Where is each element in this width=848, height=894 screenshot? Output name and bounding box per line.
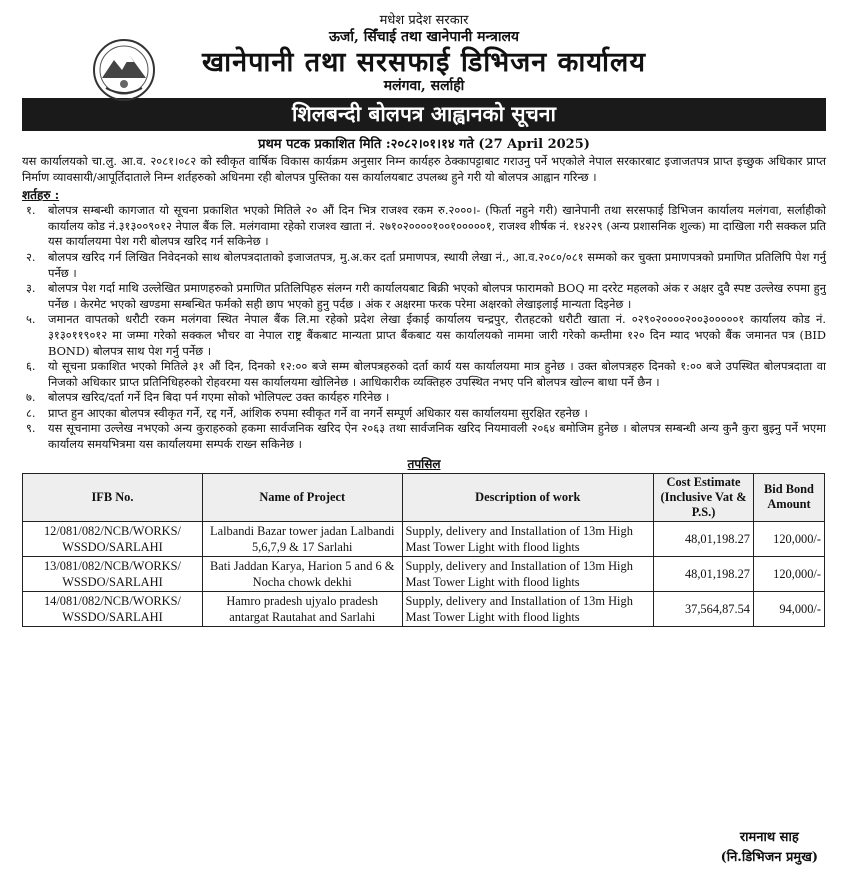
signatory-name: रामनाथ साह	[739, 830, 799, 845]
list-item	[22, 390, 826, 406]
ifb-cell: 12/081/082/NCB/WORKS/ WSSDO/SARLAHI	[23, 521, 203, 556]
table-header-row	[23, 473, 825, 521]
project-cell: Bati Jaddan Karya, Harion 5 and 6 & Nocha chowk dekhi	[202, 556, 402, 591]
list-item	[22, 250, 826, 281]
office-location: मलंगवा, सर्लाही	[383, 78, 465, 95]
intro-paragraph: यस कार्यालयको चा.लु. आ.व. २०८१।०८२ को स्वीकृत वार्षिक विकास कार्यक्रम अनुसार निम्न कार्यहरु ठेक्कापट्टाबाट गराउनु पर्ने भएकोले नेपाल सरकारबाट इजाजतपत्र प्राप्त इच्छुक अधिकार प्राप्त निर्माण व्यावसायी/आपूर्तिदाताले निम्न शर्तहरुको अधिनमा रही बोलपत्र पुस्तिका यस कार्यालयबाट उपलब्ध हुने गरी यो बोलपत्र आह्वान गरिन्छ ।	[22, 154, 826, 184]
description-cell: Supply, delivery and Installation of 13m High Mast Tower Light with flood lights	[402, 556, 654, 591]
list-item	[22, 312, 826, 359]
schedule-heading: तपसिल	[407, 456, 441, 471]
government-name: मधेश प्रदेश सरकार	[379, 13, 469, 28]
signature-block	[721, 828, 818, 868]
condition-number: ५.	[26, 312, 36, 327]
ifb-cell: 14/081/082/NCB/WORKS/ WSSDO/SARLAHI	[23, 591, 203, 626]
bond-cell: 120,000/-	[754, 556, 825, 591]
description-cell: Supply, delivery and Installation of 13m High Mast Tower Light with flood lights	[402, 521, 654, 556]
condition-number: ७.	[26, 390, 36, 405]
condition-text: जमानत वापतको धरौटी रकम मलंगवा स्थित नेपाल बैंक लि.मा रहेको प्रदेश लेखा ईकाई कार्यालय चन्द्रपुर, रौतहटको धरौटी खाता नं. ०२९०२००००२००३०००००१ कार्यालय कोड नं. ३१३०११९०१२ मा जम्मा गरेको सक्कल भौचर वा नेपाल राष्ट्र बैंकबाट मान्यता प्राप्त बैंकबाट यस कार्यालयको नाममा जारी गरेको कम्तीमा १२० दिन म्याद भएको बैंक जमानत पत्र (BID BOND) बोलपत्र साथ पेश गर्नु पर्नेछ ।	[48, 312, 826, 358]
bond-cell: 120,000/-	[754, 521, 825, 556]
list-item	[22, 281, 826, 312]
publish-date: प्रथम पटक प्रकाशित मिति :२०८२।०१।१४ गते (27 April 2025)	[258, 137, 590, 153]
condition-number: १.	[26, 203, 36, 218]
office-name: खानेपानी तथा सरसफाई डिभिजन कार्यालय	[202, 47, 646, 79]
table-row	[23, 521, 825, 556]
table-row	[23, 556, 825, 591]
condition-number: ८.	[26, 405, 36, 420]
project-cell: Hamro pradesh ujyalo pradesh antargat Rautahat and Sarlahi	[202, 591, 402, 626]
ifb-cell: 13/081/082/NCB/WORKS/ WSSDO/SARLAHI	[23, 556, 203, 591]
project-cell: Lalbandi Bazar tower jadan Lalbandi 5,6,7,9 & 17 Sarlahi	[202, 521, 402, 556]
column-header: Description of work	[402, 473, 654, 521]
condition-number: २.	[26, 249, 36, 264]
ministry-name: ऊर्जा, सिँचाई तथा खानेपानी मन्त्रालय	[328, 28, 520, 45]
cost-cell: 37,564,87.54	[654, 591, 754, 626]
condition-text: यो सूचना प्रकाशित भएको मितिले ३१ औं दिन, दिनको १२:०० बजे सम्म बोलपत्रहरुको दर्ता कार्य यस कार्यालयमा मात्र हुनेछ । उक्त बोलपत्रहरु दिनको १:०० बजे उपस्थित बोलपत्रदाता वा निजको अधिकार प्राप्त प्रतिनिधिहरुको रोहवरमा यस कार्यालयमा खोलिनेछ । आधिकारीक व्यक्तिहरु उपस्थित नभए पनि बोलपत्र खोल्न बाधा पर्ने छैन ।	[48, 359, 826, 389]
condition-text: बोलपत्र सम्बन्धी कागजात यो सूचना प्रकाशित भएको मितिले २० औं दिन भित्र राजश्व रकम रु.२०००।- (फिर्ता नहुने गरी) खानेपानी तथा सरसफाई डिभिजन कार्यालय मलंगवा, सर्लाहीको कार्यालय कोड नं.३१३००९०१२ नेपाल बैंक लि. मलंगवामा रहेको राजश्व खाता नं. २७१०२००००१००१०००००१, राजश्व शीर्षक नं. १४२२९ (अन्य प्रशासनिक शुल्क) मा दाखिला गरी सक्कल प्रति यस कार्यालयमा पेश गरी बोलपत्र खरिद गर्न सकिनेछ ।	[48, 203, 826, 249]
cost-cell: 48,01,198.27	[654, 556, 754, 591]
condition-number: ९.	[26, 421, 36, 436]
nepal-emblem-icon	[92, 38, 156, 102]
list-item	[22, 359, 826, 390]
list-item	[22, 203, 826, 250]
conditions-list	[22, 203, 826, 453]
condition-text: बोलपत्र खरिद/दर्ता गर्ने दिन बिदा पर्न गएमा सोको भोलिपल्ट उक्त कार्यहरु गरिनेछ ।	[48, 390, 390, 405]
list-item	[22, 406, 826, 422]
notice-title: शिलबन्दी बोलपत्र आह्वानको सूचना	[22, 98, 826, 131]
column-header: Name of Project	[202, 473, 402, 521]
condition-text: यस सूचनामा उल्लेख नभएको अन्य कुराहरुको हकमा सार्वजनिक खरिद ऐन २०६३ तथा सार्वजनिक खरिद नियमावली २०६४ बमोजिम हुनेछ । बोलपत्र सम्बन्धी अन्य कुनै कुरा बुझ्नु पर्ने भएमा कार्यालय समयभित्रमा यस कार्यालयमा सम्पर्क राख्न सकिनेछ ।	[48, 421, 826, 452]
condition-number: ३.	[26, 281, 36, 296]
column-header: IFB No.	[23, 473, 203, 521]
column-header: Bid Bond Amount	[754, 473, 825, 521]
conditions-heading: शर्तहरु :	[22, 188, 60, 203]
column-header: Cost Estimate (Inclusive Vat & P.S.)	[654, 473, 754, 521]
condition-number: ६.	[26, 359, 36, 374]
condition-text: बोलपत्र खरिद गर्न लिखित निवेदनको साथ बोलपत्रदाताको इजाजतपत्र, मु.अ.कर दर्ता प्रमाणपत्र, स्थायी लेखा नं., आ.व.२०८०/०८१ सम्मको कर चुक्ता प्रमाणपत्रको प्रमाणित प्रतिलिपि पेश गर्नु पर्नेछ ।	[48, 249, 826, 280]
bid-schedule-table	[22, 473, 825, 627]
condition-text: बोलपत्र पेश गर्दा माथि उल्लेखित प्रमाणहरुको प्रमाणित प्रतिलिपिहरु संलग्न गरी कार्यालयबाट बिक्री भएको बोलपत्र फारामको BOQ मा दररेट महलको अंक र अक्षर दुवै स्पष्ट उल्लेख रुपमा हुनु पर्नेछ । केरमेट भएको खण्डमा सम्बन्धित फर्मको सही छाप भएको हुनु पर्दछ । अंक र अक्षरमा फरक परेमा अक्षरको लेखाइलाई मान्यता दिइनेछ ।	[48, 281, 826, 311]
condition-text: प्राप्त हुन आएका बोलपत्र स्वीकृत गर्ने, रद्द गर्ने, आंशिक रुपमा स्वीकृत गर्ने वा नगर्ने सम्पूर्ण अधिकार यस कार्यालयमा सुरक्षित रहनेछ ।	[48, 405, 588, 420]
cost-cell: 48,01,198.27	[654, 521, 754, 556]
description-cell: Supply, delivery and Installation of 13m High Mast Tower Light with flood lights	[402, 591, 654, 626]
list-item	[22, 421, 826, 452]
bond-cell: 94,000/-	[754, 591, 825, 626]
table-row	[23, 591, 825, 626]
signatory-designation: (नि.डिभिजन प्रमुख)	[720, 850, 818, 865]
